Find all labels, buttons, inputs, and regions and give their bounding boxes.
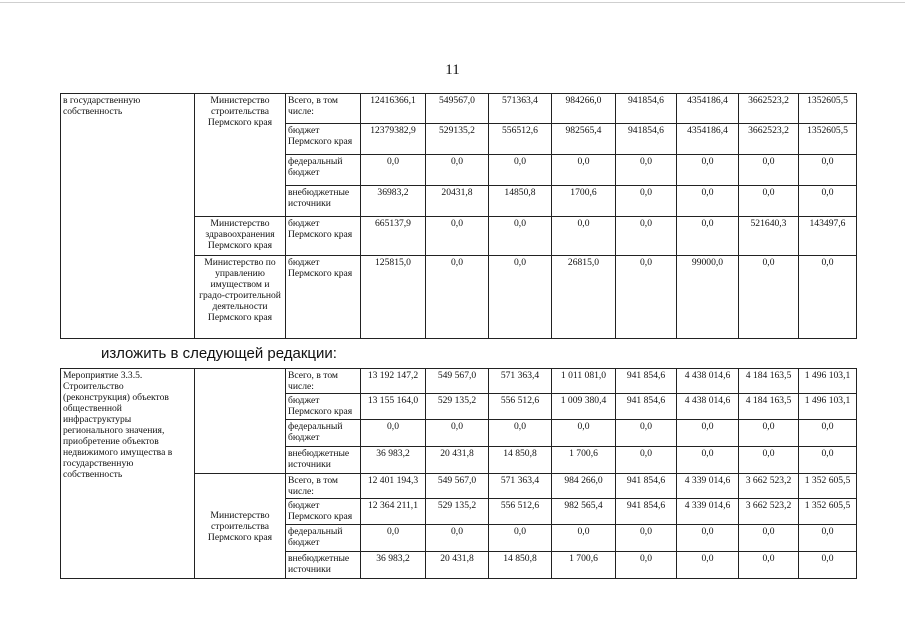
amount-cell: 12416366,1: [361, 94, 426, 124]
amount-cell: 984 266,0: [552, 474, 616, 499]
amount-cell: 0,0: [799, 447, 857, 474]
funding-source-cell: внебюджетные источники: [286, 186, 361, 217]
amount-cell: 0,0: [489, 155, 552, 186]
amount-cell: 1 700,6: [552, 552, 616, 579]
amount-cell: 571363,4: [489, 94, 552, 124]
amount-cell: 4354186,4: [677, 124, 739, 155]
funding-source-cell: Всего, в том числе:: [286, 369, 361, 394]
amount-cell: 12 401 194,3: [361, 474, 426, 499]
amount-cell: 0,0: [616, 447, 677, 474]
amount-cell: 0,0: [616, 256, 677, 339]
funding-source-cell: федеральный бюджет: [286, 155, 361, 186]
amount-cell: 36 983,2: [361, 447, 426, 474]
amount-cell: 549 567,0: [426, 474, 489, 499]
amount-cell: 0,0: [426, 217, 489, 256]
amount-cell: 521640,3: [739, 217, 799, 256]
funding-source-cell: бюджет Пермского края: [286, 256, 361, 339]
activity-cell: Мероприятие 3.3.5. Строительство (реконструкция) объектов общественной инфраструктуры регионального значения, приобретение объектов недвижимого имущества в государственную собственность: [61, 369, 195, 579]
funding-source-cell: Всего, в том числе:: [286, 474, 361, 499]
amount-cell: 4 184 163,5: [739, 369, 799, 394]
amount-cell: 0,0: [426, 155, 489, 186]
amount-cell: 0,0: [426, 256, 489, 339]
table-row: [61, 94, 857, 124]
funding-source-cell: федеральный бюджет: [286, 525, 361, 552]
amount-cell: 529135,2: [426, 124, 489, 155]
amount-cell: 1 496 103,1: [799, 394, 857, 420]
amount-cell: 0,0: [677, 420, 739, 447]
amount-cell: 0,0: [677, 155, 739, 186]
amount-cell: 3 662 523,2: [739, 499, 799, 525]
amount-cell: 143497,6: [799, 217, 857, 256]
amount-cell: 941 854,6: [616, 474, 677, 499]
organization-cell: Министерство по управлению имуществом и градо-строительной деятельности Пермского края: [195, 256, 286, 339]
amount-cell: 0,0: [739, 186, 799, 217]
replacement-heading: изложить в следующей редакции:: [101, 345, 337, 362]
amount-cell: 0,0: [616, 420, 677, 447]
amount-cell: 665137,9: [361, 217, 426, 256]
amount-cell: 0,0: [616, 525, 677, 552]
purpose-cell: в государственную собственность: [61, 94, 195, 339]
organization-cell: Министерство здравоохранения Пермского края: [195, 217, 286, 256]
amount-cell: 556 512,6: [489, 394, 552, 420]
amount-cell: 941 854,6: [616, 369, 677, 394]
amount-cell: 0,0: [489, 420, 552, 447]
amount-cell: 1 011 081,0: [552, 369, 616, 394]
funding-source-cell: Всего, в том числе:: [286, 94, 361, 124]
amount-cell: 982565,4: [552, 124, 616, 155]
amount-cell: 26815,0: [552, 256, 616, 339]
amount-cell: 0,0: [552, 155, 616, 186]
funding-source-cell: внебюджетные источники: [286, 447, 361, 474]
amount-cell: 529 135,2: [426, 499, 489, 525]
amount-cell: 0,0: [361, 420, 426, 447]
amount-cell: 12 364 211,1: [361, 499, 426, 525]
amount-cell: 20 431,8: [426, 447, 489, 474]
amount-cell: 556 512,6: [489, 499, 552, 525]
amount-cell: 0,0: [426, 420, 489, 447]
page-number: 11: [445, 62, 460, 78]
amount-cell: 941854,6: [616, 124, 677, 155]
amount-cell: 0,0: [552, 420, 616, 447]
amount-cell: 0,0: [616, 155, 677, 186]
amount-cell: 0,0: [799, 525, 857, 552]
funding-source-cell: бюджет Пермского края: [286, 394, 361, 420]
amount-cell: 4 339 014,6: [677, 474, 739, 499]
amount-cell: 4 438 014,6: [677, 394, 739, 420]
amount-cell: 0,0: [361, 155, 426, 186]
amount-cell: 0,0: [616, 217, 677, 256]
amount-cell: 0,0: [426, 525, 489, 552]
amount-cell: 984266,0: [552, 94, 616, 124]
amount-cell: 0,0: [799, 552, 857, 579]
amount-cell: 1 352 605,5: [799, 499, 857, 525]
amount-cell: 0,0: [739, 155, 799, 186]
amount-cell: 20 431,8: [426, 552, 489, 579]
amount-cell: 0,0: [739, 447, 799, 474]
amount-cell: 4 438 014,6: [677, 369, 739, 394]
amount-cell: 0,0: [677, 552, 739, 579]
amount-cell: 0,0: [616, 186, 677, 217]
amount-cell: 0,0: [489, 217, 552, 256]
amount-cell: 36983,2: [361, 186, 426, 217]
organization-cell: [195, 369, 286, 474]
amount-cell: 571 363,4: [489, 474, 552, 499]
amount-cell: 529 135,2: [426, 394, 489, 420]
funding-source-cell: внебюджетные источники: [286, 552, 361, 579]
amount-cell: 941 854,6: [616, 499, 677, 525]
amount-cell: 0,0: [552, 525, 616, 552]
amount-cell: 0,0: [677, 217, 739, 256]
amount-cell: 0,0: [489, 525, 552, 552]
amount-cell: 14850,8: [489, 186, 552, 217]
scan-edge-line: [0, 2, 905, 3]
amount-cell: 0,0: [739, 256, 799, 339]
amount-cell: 1352605,5: [799, 94, 857, 124]
amount-cell: 13 155 164,0: [361, 394, 426, 420]
funding-table-new: [60, 368, 857, 579]
amount-cell: 1700,6: [552, 186, 616, 217]
funding-source-cell: бюджет Пермского края: [286, 124, 361, 155]
amount-cell: 0,0: [489, 256, 552, 339]
amount-cell: 3662523,2: [739, 94, 799, 124]
amount-cell: 0,0: [799, 186, 857, 217]
amount-cell: 4 184 163,5: [739, 394, 799, 420]
amount-cell: 1 496 103,1: [799, 369, 857, 394]
amount-cell: 125815,0: [361, 256, 426, 339]
amount-cell: 36 983,2: [361, 552, 426, 579]
amount-cell: 4 339 014,6: [677, 499, 739, 525]
amount-cell: 0,0: [739, 552, 799, 579]
amount-cell: 941 854,6: [616, 394, 677, 420]
amount-cell: 0,0: [799, 256, 857, 339]
amount-cell: 20431,8: [426, 186, 489, 217]
funding-source-cell: федеральный бюджет: [286, 420, 361, 447]
amount-cell: 0,0: [552, 217, 616, 256]
amount-cell: 14 850,8: [489, 447, 552, 474]
amount-cell: 549567,0: [426, 94, 489, 124]
amount-cell: 982 565,4: [552, 499, 616, 525]
amount-cell: 1 009 380,4: [552, 394, 616, 420]
amount-cell: 556512,6: [489, 124, 552, 155]
amount-cell: 941854,6: [616, 94, 677, 124]
amount-cell: 12379382,9: [361, 124, 426, 155]
amount-cell: 0,0: [361, 525, 426, 552]
amount-cell: 0,0: [616, 552, 677, 579]
amount-cell: 0,0: [677, 186, 739, 217]
amount-cell: 1 700,6: [552, 447, 616, 474]
table-row: [61, 369, 857, 394]
organization-cell: Министерство строительства Пермского края: [195, 94, 286, 217]
amount-cell: 0,0: [677, 525, 739, 552]
funding-table-old: [60, 93, 857, 339]
amount-cell: 1352605,5: [799, 124, 857, 155]
amount-cell: 571 363,4: [489, 369, 552, 394]
amount-cell: 13 192 147,2: [361, 369, 426, 394]
amount-cell: 14 850,8: [489, 552, 552, 579]
amount-cell: 3662523,2: [739, 124, 799, 155]
amount-cell: 3 662 523,2: [739, 474, 799, 499]
amount-cell: 0,0: [677, 447, 739, 474]
amount-cell: 0,0: [739, 420, 799, 447]
amount-cell: 4354186,4: [677, 94, 739, 124]
amount-cell: 99000,0: [677, 256, 739, 339]
funding-source-cell: бюджет Пермского края: [286, 499, 361, 525]
funding-source-cell: бюджет Пермского края: [286, 217, 361, 256]
amount-cell: 549 567,0: [426, 369, 489, 394]
amount-cell: 0,0: [799, 420, 857, 447]
amount-cell: 0,0: [739, 525, 799, 552]
organization-cell: Министерство строительства Пермского края: [195, 474, 286, 579]
amount-cell: 0,0: [799, 155, 857, 186]
amount-cell: 1 352 605,5: [799, 474, 857, 499]
